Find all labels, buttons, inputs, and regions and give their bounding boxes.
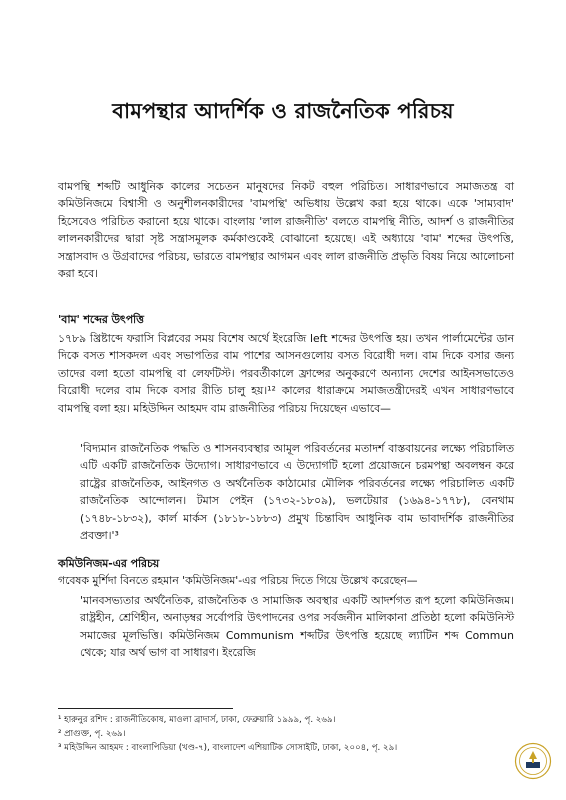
footnote-3: ³ মহিউদ্দিন আহমদ : বাংলাপিডিয়া (খণ্ড-৭), বাংলাদেশ এশিয়াটিক সোসাইটি, ঢাকা, ২০০৪, পৃ. ২৯। [58, 743, 398, 753]
section-communism [58, 556, 514, 572]
section-heading-communism: কমিউনিজম-এর পরিচয় [58, 557, 160, 570]
page-title: বামপন্থার আদর্শিক ও রাজনৈতিক পরিচয় [112, 99, 454, 123]
origin-quote-block [80, 440, 514, 544]
section-heading-origin: 'বাম' শব্দের উৎপত্তি [58, 313, 144, 326]
communism-paragraph: গবেষক মুর্শিদা বিনতে রহমান 'কমিউনিজম'-এর পরিচয় দিতে গিয়ে উল্লেখ করেছেন— [58, 574, 418, 587]
section-origin [58, 312, 514, 328]
intro-paragraph: বামপন্থি শব্দটি আধুনিক কালের সচেতন মানুষদের নিকট বহুল পরিচিত। সাধারণভাবে সমাজতন্ত্র বা কমিউনিজমে বিশ্বাসী ও অনুশীলনকারীদের 'বামপন্থি' অভিধায় উল্লেখ করা হয়ে থাকে। একে 'সাম্যবাদ' হিসেবেও পরিচিত করানো হয়ে থাকে। বাংলায় 'লাল রাজনীতি' বলতে বামপন্থি নীতি, আদর্শ ও রাজনীতির লালনকারীদের দ্বারা সৃষ্ট সন্ত্রাসমূলক কর্মকাণ্ডকেই বোঝানো হয়েছে। এই অধ্যায়ে 'বাম' শব্দের উৎপত্তি, সন্ত্রাসবাদ ও উগ্রবাদের পরিচয়, ভারতে বামপন্থার আগমন এবং লাল রাজনীতি প্রভৃতি বিষয় নিয়ে আলোচনা করা হবে। [58, 180, 514, 281]
origin-paragraph: ১৭৮৯ খ্রিষ্টাব্দে ফরাসি বিপ্লবের সময় বিশেষ অর্থে ইংরেজি left শব্দের উৎপত্তি হয়। তখন পার্লামেন্টের ডান দিকে বসত শাসকদল এবং সভাপতির বাম পাশের আসনগুলোয় বসত বিরোধী দল। বাম দিকে বসার জন্য তাদের বলা হতো বামপন্থি বা লেফটিস্ট। পরবর্তীকালে ফ্রান্সের অনুকরণে অন্যান্য দেশের আইনসভাতেও বিরোধী দলের বাম দিকে বসার রীতি চালু হয়।¹² কালের ধারাক্রমে সমাজতন্ত্রীদেরই এখন সাধারণভাবে বামপন্থি বলা হয়। মহিউদ্দিন আহমদ বাম রাজনীতির পরিচয় দিয়েছেন এভাবে— [58, 332, 514, 415]
footnote-divider [58, 708, 233, 709]
publisher-seal-icon [514, 742, 552, 780]
communism-quote-block [80, 592, 514, 662]
footnote-1: ¹ হারুনুর রশিদ : রাজনীতিকোষ, মাওলা ব্রাদার্স, ঢাকা, ফেব্রুয়ারি ১৯৯৯, পৃ. ২৬৯। [58, 715, 336, 725]
origin-quote: 'বিদ্যমান রাজনৈতিক পদ্ধতি ও শাসনব্যবস্থার আমূল পরিবর্তনের মতাদর্শ বাস্তবায়নের লক্ষ্যে পরিচালিত এটি একটি রাজনৈতিক উদ্যোগ। সাধারণভাবে এ উদ্যোগটি হলো প্রয়োজনে চরমপন্থা অবলম্বন করে রাষ্ট্রের রাজনৈতিক, আইনগত ও অর্থনৈতিক কাঠামোর মৌলিক পরিবর্তনের লক্ষ্যে পরিচালিত একটি রাজনৈতিক আন্দোলন। টমাস পেইন (১৭৩২-১৮০৯), ভলটেয়ার (১৬৯৪-১৭৭৮), বেনথাম (১৭৪৮-১৮৩২), কার্ল মার্কস (১৮১৮-১৮৮৩) প্রমুখ চিন্তাবিদ আধুনিক বাম ভাবাদর্শিক রাজনীতির প্রবক্তা।'³ [80, 442, 514, 543]
origin-body-block [58, 330, 514, 417]
communism-body-block [58, 572, 514, 589]
footnote-2: ² প্রাগুক্ত, পৃ. ২৬৯। [58, 729, 126, 739]
intro-block [58, 178, 514, 282]
communism-quote: 'মানবসভ্যতার অর্থনৈতিক, রাজনৈতিক ও সামাজিক অবস্থার একটি আদর্শগত রূপ হলো কমিউনিজম। রাষ্ট্রহীন, শ্রেণিহীন, অনাড়ম্বর সর্বোপরি উৎপাদনের ওপর সর্বজনীন মালিকানা প্রতিষ্ঠা হলো কমিউনিস্ট সমাজের মূলভিত্তি। কমিউনিজম Communism শব্দটির উৎপত্তি হয়েছে ল্যাটিন শব্দ Commun থেকে; যার অর্থ ভাগ বা সাধারণ। ইংরেজি [80, 594, 514, 660]
